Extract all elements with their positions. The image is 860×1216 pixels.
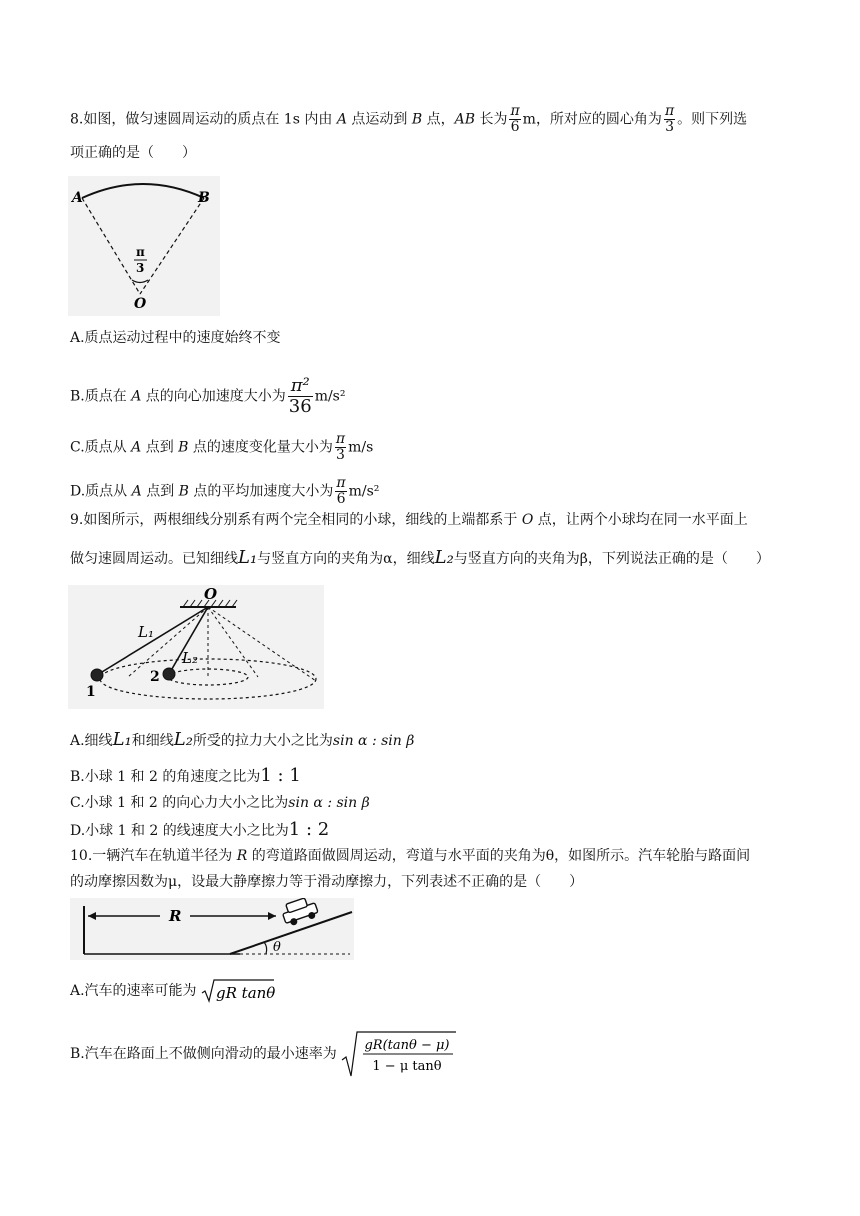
text: C.质点从 [70, 439, 132, 456]
angle-numerator: π [136, 245, 145, 259]
text: A.细线 [70, 733, 113, 749]
numerator: gR(tanθ − μ) [364, 1038, 450, 1053]
fraction-pi-over-3 [664, 104, 675, 135]
text: B.汽车在路面上不做侧向滑动的最小速率为 [70, 1046, 337, 1062]
label-theta: θ [273, 940, 281, 955]
text: 点， [422, 111, 455, 128]
symbol-l2: L₂ [173, 729, 193, 750]
label-l2: L₂ [182, 649, 198, 667]
text: A.汽车的速率可能为 [70, 983, 197, 999]
q9-option-a [70, 730, 414, 751]
text: 的弯道路面做圆周运动，弯道与水平面的夹角为θ，如图所示。汽车轮胎与路面间 [247, 848, 751, 864]
q9-option-b [70, 766, 301, 787]
point-b: B [411, 111, 423, 128]
label-o: O [204, 585, 218, 603]
text: 点运动到 [346, 111, 412, 128]
sqrt-expression [201, 978, 275, 1004]
denominator: 1 − μ tanθ [372, 1059, 442, 1074]
segment-ab: AB [454, 111, 475, 128]
sqrt-fraction [341, 1030, 457, 1078]
label-l1: L₁ [138, 623, 154, 641]
numerator: π [336, 475, 346, 491]
q10-figure [70, 898, 354, 960]
text: 点的平均加速度大小为 [188, 483, 334, 500]
text: 8.如图，做匀速圆周运动的质点在 1s 内由 [70, 111, 337, 128]
q8-option-b [70, 376, 345, 417]
denominator: 6 [510, 119, 520, 135]
denominator: 3 [665, 119, 674, 135]
q9-option-c [70, 793, 370, 813]
symbol-l2: L₂ [434, 547, 454, 568]
point-a: A [336, 111, 347, 128]
unit: m [522, 111, 536, 128]
symbol-l1: L₁ [112, 729, 132, 750]
text: 所受的拉力大小之比为 [192, 733, 333, 749]
text: D.质点从 [70, 483, 132, 500]
figure-background [68, 585, 324, 709]
q8-option-a: A.质点运动过程中的速度始终不变 [70, 330, 281, 346]
unit: m/s [348, 439, 374, 456]
text: B.小球 1 和 2 的角速度之比为 [70, 769, 261, 785]
denominator: 6 [336, 491, 346, 507]
text: 点的速度变化量大小为 [188, 439, 333, 456]
text: 。则下列选 [677, 111, 748, 128]
ball-2 [163, 668, 175, 680]
numerator: π [335, 431, 346, 447]
ratio: sin α : sin β [332, 733, 415, 749]
text: 和细线 [131, 733, 174, 749]
symbol-r: R [236, 848, 248, 864]
point-a: A [131, 388, 142, 405]
ratio: sin α : sin β [288, 795, 370, 811]
q10-option-b [70, 1030, 457, 1078]
fraction-pi-over-3 [335, 432, 346, 463]
text: 长为 [475, 111, 508, 128]
text: 点的向心加速度大小为 [141, 388, 286, 405]
text: 点，让两个小球均在同一水平面上 [533, 512, 748, 528]
fraction-pi-over-6 [335, 476, 346, 507]
q9-option-d [70, 820, 329, 841]
point-b: B [178, 439, 189, 456]
text: 点到 [141, 483, 179, 500]
point-b: B [178, 483, 189, 500]
label-ball-1: 1 [86, 684, 96, 700]
symbol-l1: L₁ [238, 547, 258, 568]
text: 与竖直方向的夹角为α，细线 [257, 551, 435, 567]
angle-denominator: 3 [136, 261, 145, 275]
text: 10.一辆汽车在轨道半径为 [70, 848, 237, 864]
q8-line2: 项正确的是（ ） [70, 145, 196, 161]
q8-figure [68, 176, 220, 316]
text: C.小球 1 和 2 的向心力大小之比为 [70, 795, 289, 811]
q8-option-c [70, 432, 373, 463]
text: B.质点在 [70, 388, 132, 405]
label-ball-2: 2 [150, 669, 160, 685]
ratio: 1 : 1 [260, 765, 301, 786]
numerator: π² [288, 376, 313, 397]
ball-1 [91, 669, 103, 681]
q9-figure [68, 585, 324, 709]
point-o: O [521, 512, 534, 528]
sqrt-sign [341, 1030, 457, 1078]
q10-line1 [70, 846, 750, 866]
text: 与竖直方向的夹角为β，下列说法正确的是（ ） [453, 551, 770, 567]
ratio: 1 : 2 [288, 819, 330, 840]
point-a: A [131, 439, 142, 456]
text: ，所对应的圆心角为 [535, 111, 662, 128]
text: 9.如图所示，两根细线分别系有两个完全相同的小球，细线的上端都系于 [70, 512, 522, 528]
sqrt-sign [201, 978, 275, 1004]
q9-line1 [70, 510, 748, 530]
denominator: 36 [288, 396, 312, 417]
denominator: 3 [336, 447, 345, 463]
point-a: A [131, 483, 142, 500]
label-r: R [169, 907, 182, 925]
q9-line2 [70, 548, 770, 569]
q8-line1 [70, 104, 747, 135]
q10-line2: 的动摩擦因数为μ，设最大静摩擦力等于滑动摩擦力，下列表述不正确的是（ ） [70, 874, 584, 890]
numerator: π [510, 103, 520, 119]
label-o: O [134, 296, 147, 312]
unit: m/s² [348, 483, 380, 500]
text: 点到 [141, 439, 179, 456]
unit: m/s² [314, 388, 346, 405]
text: D.小球 1 和 2 的线速度大小之比为 [70, 823, 289, 839]
text: 做匀速圆周运动。已知细线 [70, 551, 238, 567]
radicand: gR tanθ [216, 984, 276, 1002]
q10-option-a [70, 978, 275, 1004]
fraction-pi2-over-36 [288, 376, 313, 417]
label-b: B [198, 190, 210, 206]
numerator: π [664, 103, 675, 119]
fraction-pi-over-6 [509, 104, 520, 135]
q8-option-d [70, 476, 379, 507]
label-a: A [72, 190, 83, 206]
